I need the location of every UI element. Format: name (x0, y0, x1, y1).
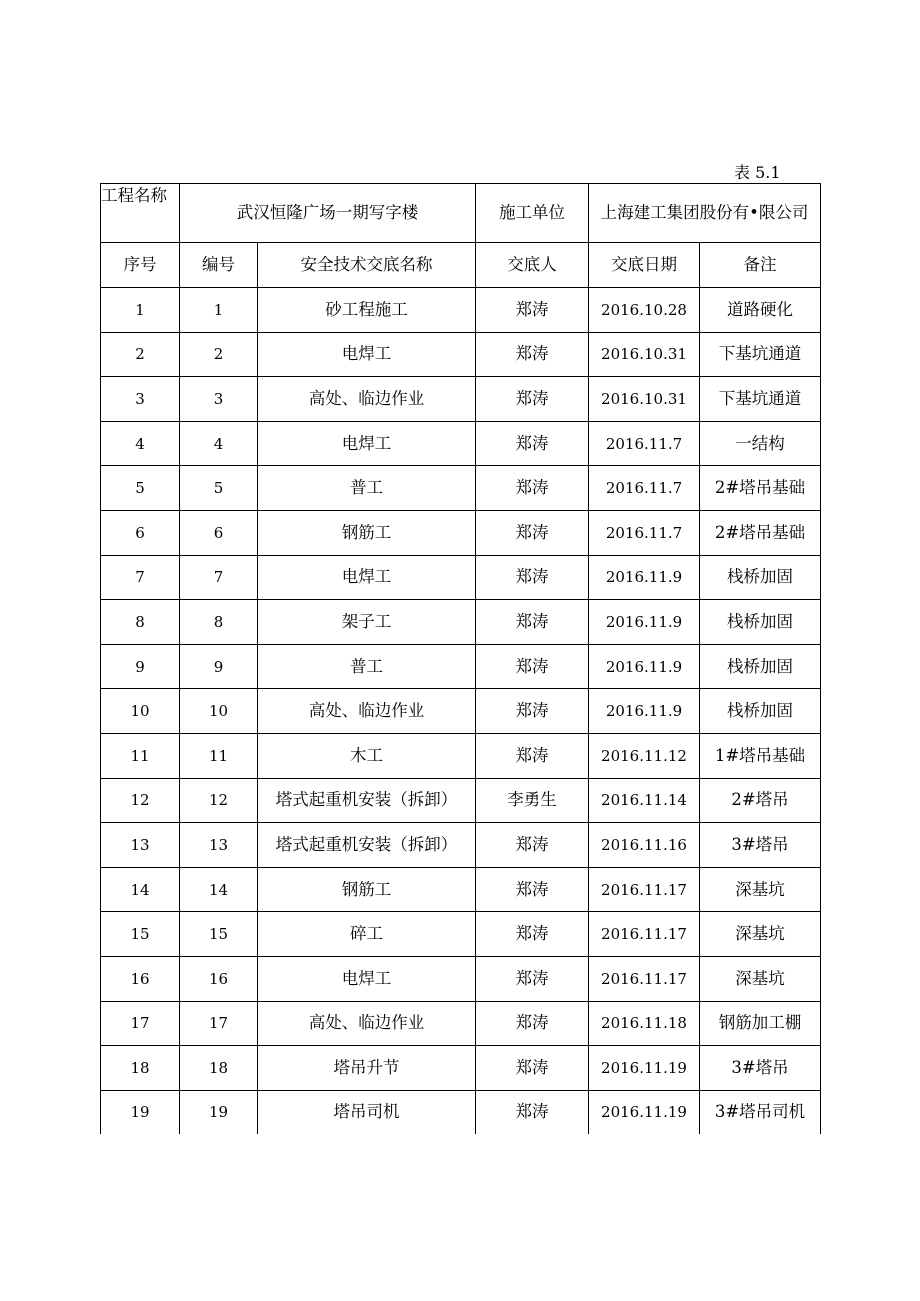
date-cell: 2016.11.7 (589, 421, 700, 466)
table-row (101, 956, 821, 1001)
date-cell: 2016.11.9 (589, 600, 700, 645)
date-cell: 2016.11.17 (589, 912, 700, 957)
remark-cell: 下基坑通道 (700, 377, 821, 422)
code-cell: 12 (180, 778, 258, 823)
code-cell: 5 (180, 466, 258, 511)
date-cell: 2016.11.18 (589, 1001, 700, 1046)
remark-cell: 2#塔吊基础 (700, 510, 821, 555)
table-row (101, 1001, 821, 1046)
remark-cell: 栈桥加固 (700, 689, 821, 734)
presenter-cell: 郑涛 (476, 288, 589, 333)
date-cell: 2016.11.7 (589, 466, 700, 511)
row-index-cell: 3 (101, 377, 180, 422)
presenter-cell: 郑涛 (476, 1090, 589, 1134)
table-number-label: 表 5.1 (734, 163, 781, 182)
remark-cell: 一结构 (700, 421, 821, 466)
construction-unit-value: 上海建工集团股份有•限公司 (589, 184, 821, 243)
date-cell: 2016.11.9 (589, 689, 700, 734)
briefing-name-cell: 高处、临边作业 (258, 1001, 476, 1046)
row-index-cell: 6 (101, 510, 180, 555)
row-index-cell: 1 (101, 288, 180, 333)
code-cell: 13 (180, 823, 258, 868)
code-cell: 8 (180, 600, 258, 645)
presenter-cell: 郑涛 (476, 332, 589, 377)
presenter-cell: 郑涛 (476, 377, 589, 422)
column-header-row (101, 243, 821, 288)
briefing-name-cell: 电焊工 (258, 332, 476, 377)
presenter-cell: 郑涛 (476, 912, 589, 957)
row-index-cell: 13 (101, 823, 180, 868)
row-index-cell: 15 (101, 912, 180, 957)
row-index-cell: 18 (101, 1046, 180, 1091)
presenter-cell: 郑涛 (476, 867, 589, 912)
presenter-cell: 郑涛 (476, 644, 589, 689)
row-index-cell: 10 (101, 689, 180, 734)
briefing-name-cell: 电焊工 (258, 956, 476, 1001)
table-row (101, 421, 821, 466)
date-cell: 2016.11.19 (589, 1090, 700, 1134)
presenter-cell: 郑涛 (476, 689, 589, 734)
remark-cell: 深基坑 (700, 867, 821, 912)
row-index-cell: 12 (101, 778, 180, 823)
code-cell: 2 (180, 332, 258, 377)
column-header: 序号 (101, 243, 180, 288)
table-row (101, 600, 821, 645)
row-index-cell: 7 (101, 555, 180, 600)
briefing-name-cell: 钢筋工 (258, 867, 476, 912)
date-cell: 2016.11.17 (589, 956, 700, 1001)
date-cell: 2016.11.9 (589, 555, 700, 600)
code-cell: 3 (180, 377, 258, 422)
briefing-name-cell: 电焊工 (258, 555, 476, 600)
row-index-cell: 14 (101, 867, 180, 912)
code-cell: 4 (180, 421, 258, 466)
column-header: 交底人 (476, 243, 589, 288)
presenter-cell: 李勇生 (476, 778, 589, 823)
briefing-name-cell: 塔式起重机安装（拆卸） (258, 823, 476, 868)
project-name-value: 武汉恒隆广场一期写字楼 (180, 184, 476, 243)
date-cell: 2016.11.12 (589, 733, 700, 778)
code-cell: 11 (180, 733, 258, 778)
code-cell: 17 (180, 1001, 258, 1046)
code-cell: 6 (180, 510, 258, 555)
column-header: 安全技术交底名称 (258, 243, 476, 288)
row-index-cell: 4 (101, 421, 180, 466)
briefing-name-cell: 架子工 (258, 600, 476, 645)
presenter-cell: 郑涛 (476, 733, 589, 778)
date-cell: 2016.11.9 (589, 644, 700, 689)
table-row (101, 778, 821, 823)
project-name-label: 工程名称 (101, 184, 180, 243)
table-row (101, 644, 821, 689)
briefing-name-cell: 高处、临边作业 (258, 377, 476, 422)
table-row (101, 288, 821, 333)
briefing-name-cell: 钢筋工 (258, 510, 476, 555)
briefing-name-cell: 砂工程施工 (258, 288, 476, 333)
presenter-cell: 郑涛 (476, 956, 589, 1001)
date-cell: 2016.11.7 (589, 510, 700, 555)
code-cell: 7 (180, 555, 258, 600)
table-row (101, 555, 821, 600)
presenter-cell: 郑涛 (476, 466, 589, 511)
presenter-cell: 郑涛 (476, 1001, 589, 1046)
row-index-cell: 2 (101, 332, 180, 377)
column-header: 交底日期 (589, 243, 700, 288)
remark-cell: 1#塔吊基础 (700, 733, 821, 778)
date-cell: 2016.11.17 (589, 867, 700, 912)
date-cell: 2016.10.31 (589, 332, 700, 377)
presenter-cell: 郑涛 (476, 421, 589, 466)
table-row (101, 510, 821, 555)
presenter-cell: 郑涛 (476, 600, 589, 645)
remark-cell: 3#塔吊司机 (700, 1090, 821, 1134)
row-index-cell: 16 (101, 956, 180, 1001)
table-row (101, 689, 821, 734)
row-index-cell: 11 (101, 733, 180, 778)
row-index-cell: 17 (101, 1001, 180, 1046)
code-cell: 15 (180, 912, 258, 957)
remark-cell: 3#塔吊 (700, 823, 821, 868)
table-row (101, 867, 821, 912)
date-cell: 2016.11.16 (589, 823, 700, 868)
table-row (101, 377, 821, 422)
presenter-cell: 郑涛 (476, 510, 589, 555)
code-cell: 19 (180, 1090, 258, 1134)
date-cell: 2016.10.28 (589, 288, 700, 333)
table-row (101, 733, 821, 778)
table-row (101, 1090, 821, 1134)
briefing-name-cell: 电焊工 (258, 421, 476, 466)
column-header: 编号 (180, 243, 258, 288)
remark-cell: 3#塔吊 (700, 1046, 821, 1091)
construction-unit-label: 施工单位 (476, 184, 589, 243)
date-cell: 2016.11.14 (589, 778, 700, 823)
presenter-cell: 郑涛 (476, 823, 589, 868)
briefing-name-cell: 普工 (258, 644, 476, 689)
project-info-row (101, 184, 821, 243)
row-index-cell: 8 (101, 600, 180, 645)
column-header: 备注 (700, 243, 821, 288)
remark-cell: 栈桥加固 (700, 644, 821, 689)
table-row (101, 466, 821, 511)
code-cell: 14 (180, 867, 258, 912)
remark-cell: 道路硬化 (700, 288, 821, 333)
briefing-name-cell: 塔吊司机 (258, 1090, 476, 1134)
table-row (101, 823, 821, 868)
remark-cell: 深基坑 (700, 956, 821, 1001)
briefing-name-cell: 高处、临边作业 (258, 689, 476, 734)
briefing-name-cell: 塔吊升节 (258, 1046, 476, 1091)
code-cell: 10 (180, 689, 258, 734)
presenter-cell: 郑涛 (476, 1046, 589, 1091)
code-cell: 9 (180, 644, 258, 689)
date-cell: 2016.11.19 (589, 1046, 700, 1091)
remark-cell: 栈桥加固 (700, 600, 821, 645)
row-index-cell: 5 (101, 466, 180, 511)
code-cell: 1 (180, 288, 258, 333)
remark-cell: 下基坑通道 (700, 332, 821, 377)
code-cell: 18 (180, 1046, 258, 1091)
code-cell: 16 (180, 956, 258, 1001)
presenter-cell: 郑涛 (476, 555, 589, 600)
row-index-cell: 19 (101, 1090, 180, 1134)
table-row (101, 1046, 821, 1091)
briefing-name-cell: 木工 (258, 733, 476, 778)
briefing-name-cell: 普工 (258, 466, 476, 511)
table-row (101, 332, 821, 377)
remark-cell: 2#塔吊 (700, 778, 821, 823)
table-row (101, 912, 821, 957)
briefing-name-cell: 碎工 (258, 912, 476, 957)
remark-cell: 栈桥加固 (700, 555, 821, 600)
row-index-cell: 9 (101, 644, 180, 689)
safety-briefing-table (100, 183, 821, 1134)
remark-cell: 2#塔吊基础 (700, 466, 821, 511)
remark-cell: 深基坑 (700, 912, 821, 957)
date-cell: 2016.10.31 (589, 377, 700, 422)
briefing-name-cell: 塔式起重机安装（拆卸） (258, 778, 476, 823)
remark-cell: 钢筋加工棚 (700, 1001, 821, 1046)
